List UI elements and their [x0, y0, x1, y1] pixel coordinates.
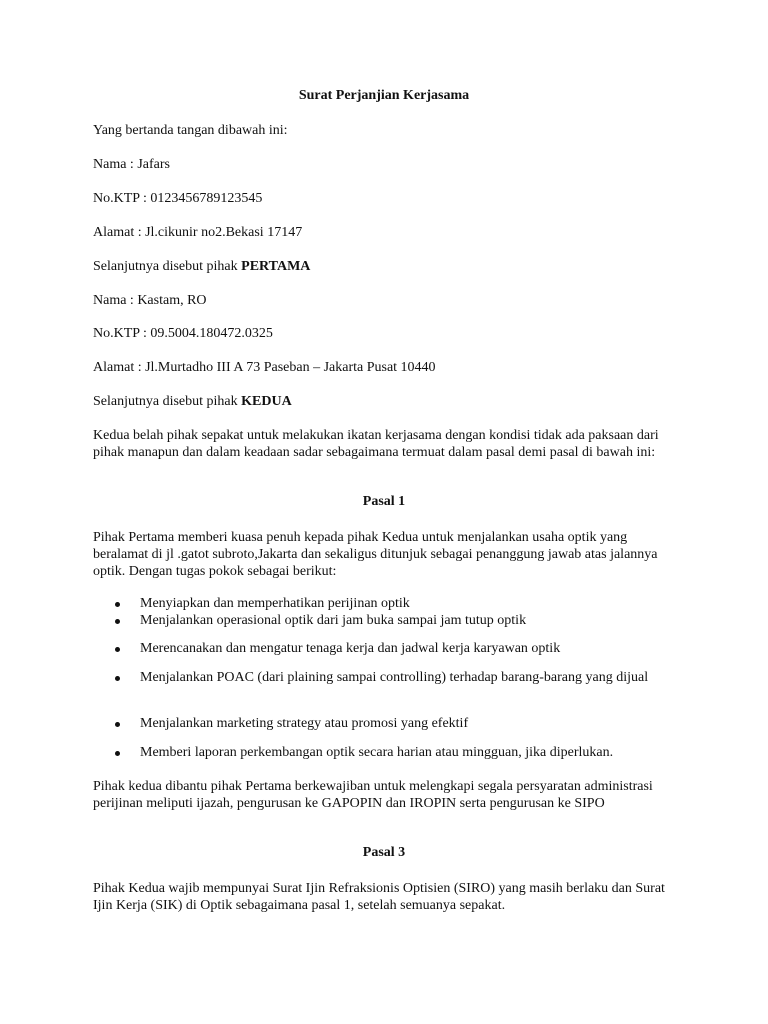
bullet-dot [115, 676, 120, 681]
bullet-dot [115, 602, 120, 607]
party1-name: Nama : Jafars [93, 157, 170, 172]
party2-address: Alamat : Jl.Murtadho III A 73 Paseban – Jakarta Pusat 10440 [93, 360, 436, 375]
list-item-text: Merencanakan dan mengatur tenaga kerja dan jadwal kerja karyawan optik [140, 641, 561, 656]
intro-text: Yang bertanda tangan dibawah ini: [93, 123, 288, 138]
party1-designation [93, 258, 678, 275]
party2-designation [93, 393, 678, 410]
list-item-text: Menjalankan operasional optik dari jam buka sampai jam tutup optik [140, 613, 527, 628]
bullet-dot [115, 647, 120, 652]
pasal3-body: Pihak Kedua wajib mempunyai Surat Ijin Refraksionis Optisien (SIRO) yang masih berlaku dan Surat Ijin Kerja (SIK) di Optik sebagaimana pasal 1, setelah semuanya sepakat. [93, 881, 665, 913]
party1-designation-prefix: Selanjutnya disebut pihak [93, 259, 242, 274]
pasal1-closing: Pihak kedua dibantu pihak Pertama berkewajiban untuk melengkapi segala persyaratan administrasi perijinan meliputi ijazah, pengurusan ke GAPOPIN dan IROPIN serta pengurusan ke SIPO [93, 779, 653, 811]
pasal1-heading: Pasal 1 [362, 494, 406, 509]
pasal3-heading: Pasal 3 [362, 845, 406, 860]
party2-designation-prefix: Selanjutnya disebut pihak [93, 394, 242, 409]
party1-designation-label: PERTAMA [241, 259, 311, 274]
list-item-text: Menjalankan marketing strategy atau promosi yang efektif [140, 716, 469, 731]
party2-name: Nama : Kastam, RO [93, 293, 207, 308]
party1-ktp: No.KTP : 0123456789123545 [93, 191, 263, 206]
list-item-text: Menyiapkan dan memperhatikan perijinan optik [140, 596, 410, 611]
bullet-dot [115, 722, 120, 727]
pasal1-body: Pihak Pertama memberi kuasa penuh kepada pihak Kedua untuk menjalankan usaha optik yang beralamat di jl .gatot subroto,Jakarta dan sekaligus ditunjuk sebagai penanggung jawab atas jalannya optik. Dengan tugas pokok sebagai berikut: [93, 530, 658, 579]
bullet-dot [115, 751, 120, 756]
document-title: Surat Perjanjian Kerjasama [298, 88, 470, 103]
agreement-paragraph: Kedua belah pihak sepakat untuk melakukan ikatan kerjasama dengan kondisi tidak ada paksaan dari pihak manapun dan dalam keadaan sadar sebagaimana termuat dalam pasal demi pasal di bawah ini: [93, 428, 659, 460]
party2-designation-label: KEDUA [241, 394, 292, 409]
list-item-text: Memberi laporan perkembangan optik secara harian atau mingguan, jika diperlukan. [140, 745, 614, 760]
list-item-text: Menjalankan POAC (dari plaining sampai controlling) terhadap barang-barang yang dijual [140, 670, 649, 685]
party1-address: Alamat : Jl.cikunir no2.Bekasi 17147 [93, 225, 303, 240]
party2-ktp: No.KTP : 09.5004.180472.0325 [93, 326, 273, 341]
bullet-dot [115, 619, 120, 624]
